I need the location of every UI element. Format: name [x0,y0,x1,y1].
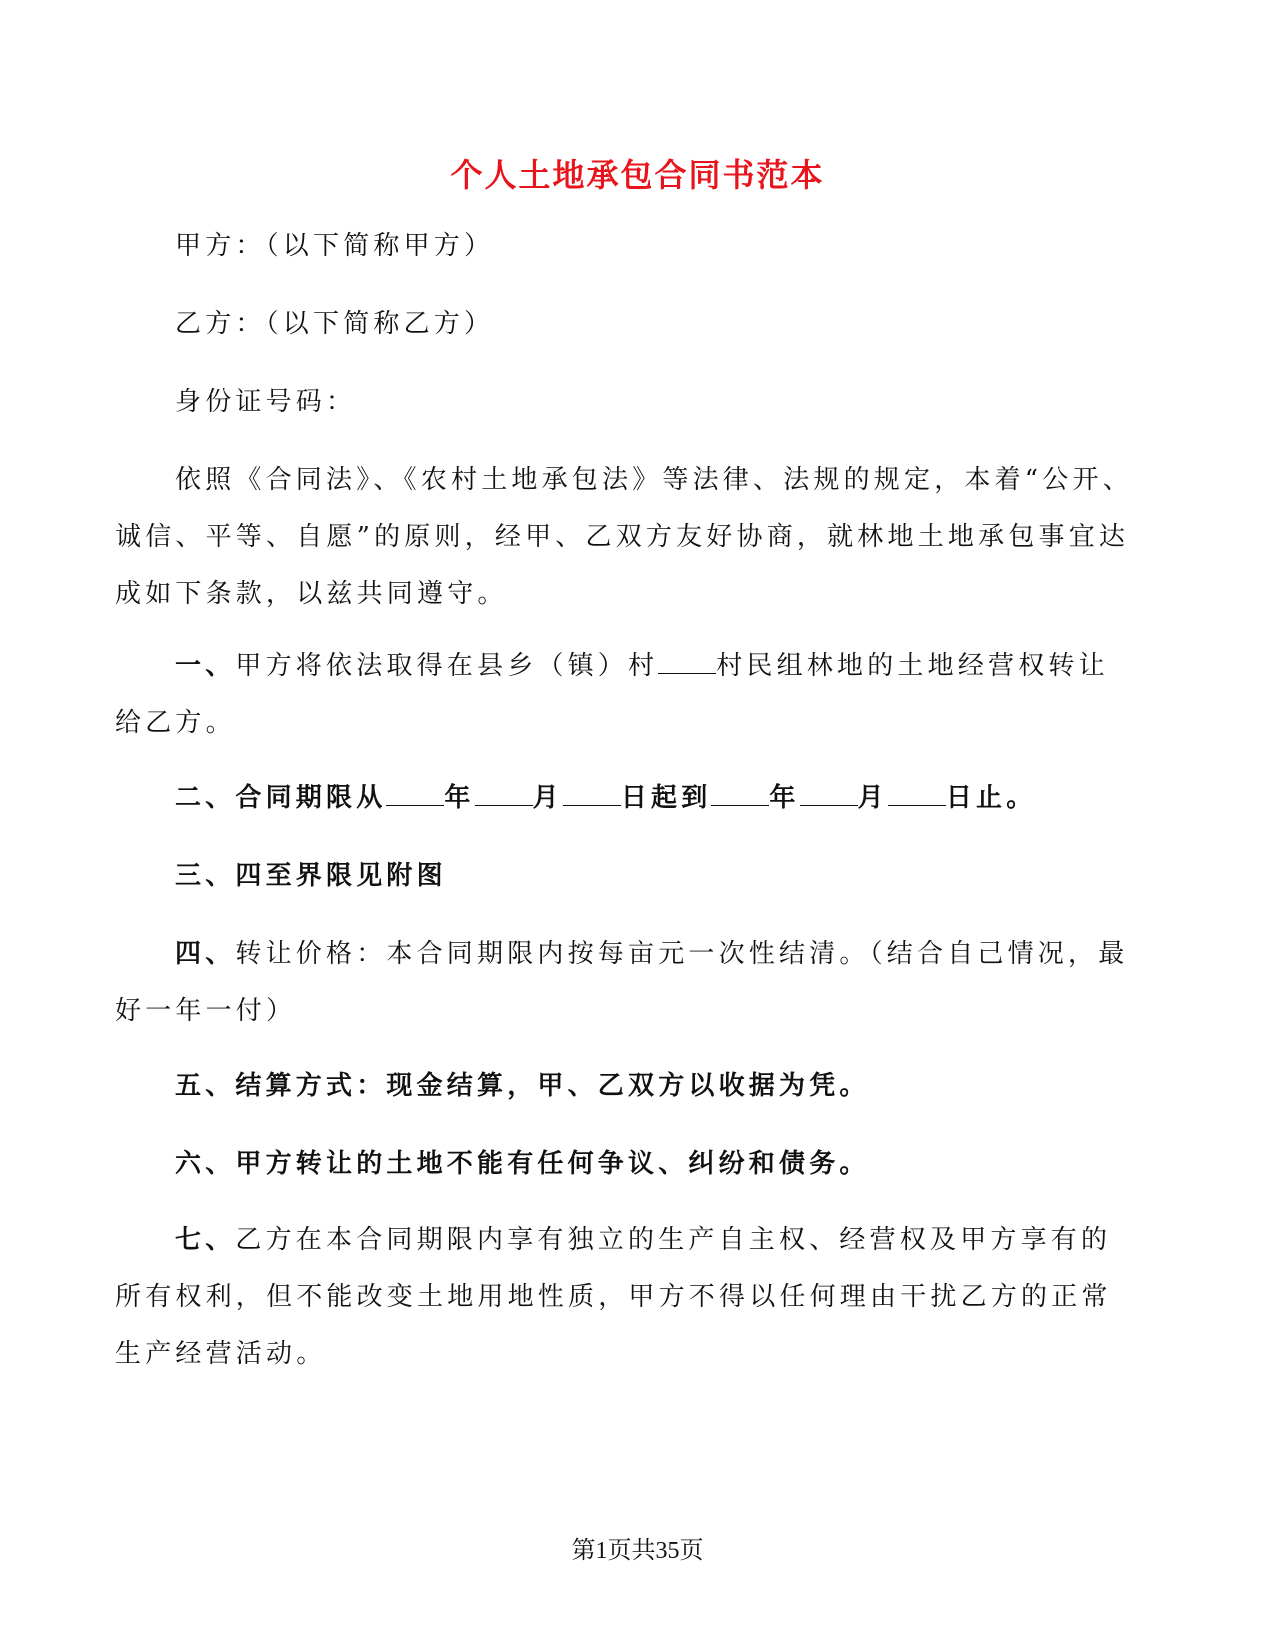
clause-3: 三、四至界限见附图 [175,861,447,891]
blank-end-day [888,783,946,806]
page-number: 第1页共35页 [571,1538,704,1564]
clause-1-blank [658,651,716,674]
clause-7 [115,1212,1135,1383]
clause-7-text: 乙方在本合同期限内享有独立的生产自主权、经营权及甲方享有的所有权利，但不能改变土地用地性质，甲方不得以任何理由干扰乙方的正常生产经营活动。 [115,1225,1112,1369]
clause-2-year-2: 年 [769,783,800,813]
clause-2 [115,770,1135,827]
clause-1-text-after: 村民组林地的土地经营权转让给乙方。 [115,651,1109,738]
clause-4-text: 转让价格：本合同期限内按每亩元一次性结清。（结合自己情况，最好一年一付） [115,939,1129,1026]
blank-start-year [386,783,444,806]
document-title: 个人土地承包合同书范本 [450,156,825,194]
clause-6: 六、甲方转让的土地不能有任何争议、纠纷和债务。 [175,1149,870,1179]
clause-2-start: 二、合同期限从 [175,783,387,813]
clause-2-day-to: 日止。 [945,783,1037,813]
blank-start-month [475,783,533,806]
clause-2-month-1: 月 [532,783,563,813]
blank-start-day [563,783,621,806]
clause-2-year-1: 年 [444,783,475,813]
clause-7-lead: 七、 [175,1225,236,1255]
clause-2-month-2: 月 [857,783,888,813]
clause-4 [115,926,1135,1040]
clause-5: 五、结算方式：现金结算，甲、乙双方以收据为凭。 [175,1071,870,1101]
blank-end-year [711,783,769,806]
blank-end-month [800,783,858,806]
party-b-line: 乙方：（以下简称乙方） [175,309,495,339]
id-number-line: 身份证号码： [175,387,357,417]
party-a-line: 甲方：（以下简称甲方） [175,231,495,261]
clause-1 [115,638,1135,752]
clause-2-day-from: 日起到 [620,783,712,813]
clause-1-lead: 一、 [175,651,236,681]
clause-1-text-before: 甲方将依法取得在县乡（镇）村 [235,651,659,681]
clause-4-lead: 四、 [175,939,236,969]
preamble-paragraph: 依照《合同法》、《农村土地承包法》等法律、法规的规定，本着“公开、诚信、平等、自愿”的原则，经甲、乙双方友好协商，就林地土地承包事宜达成如下条款，以兹共同遵守。 [115,465,1133,609]
